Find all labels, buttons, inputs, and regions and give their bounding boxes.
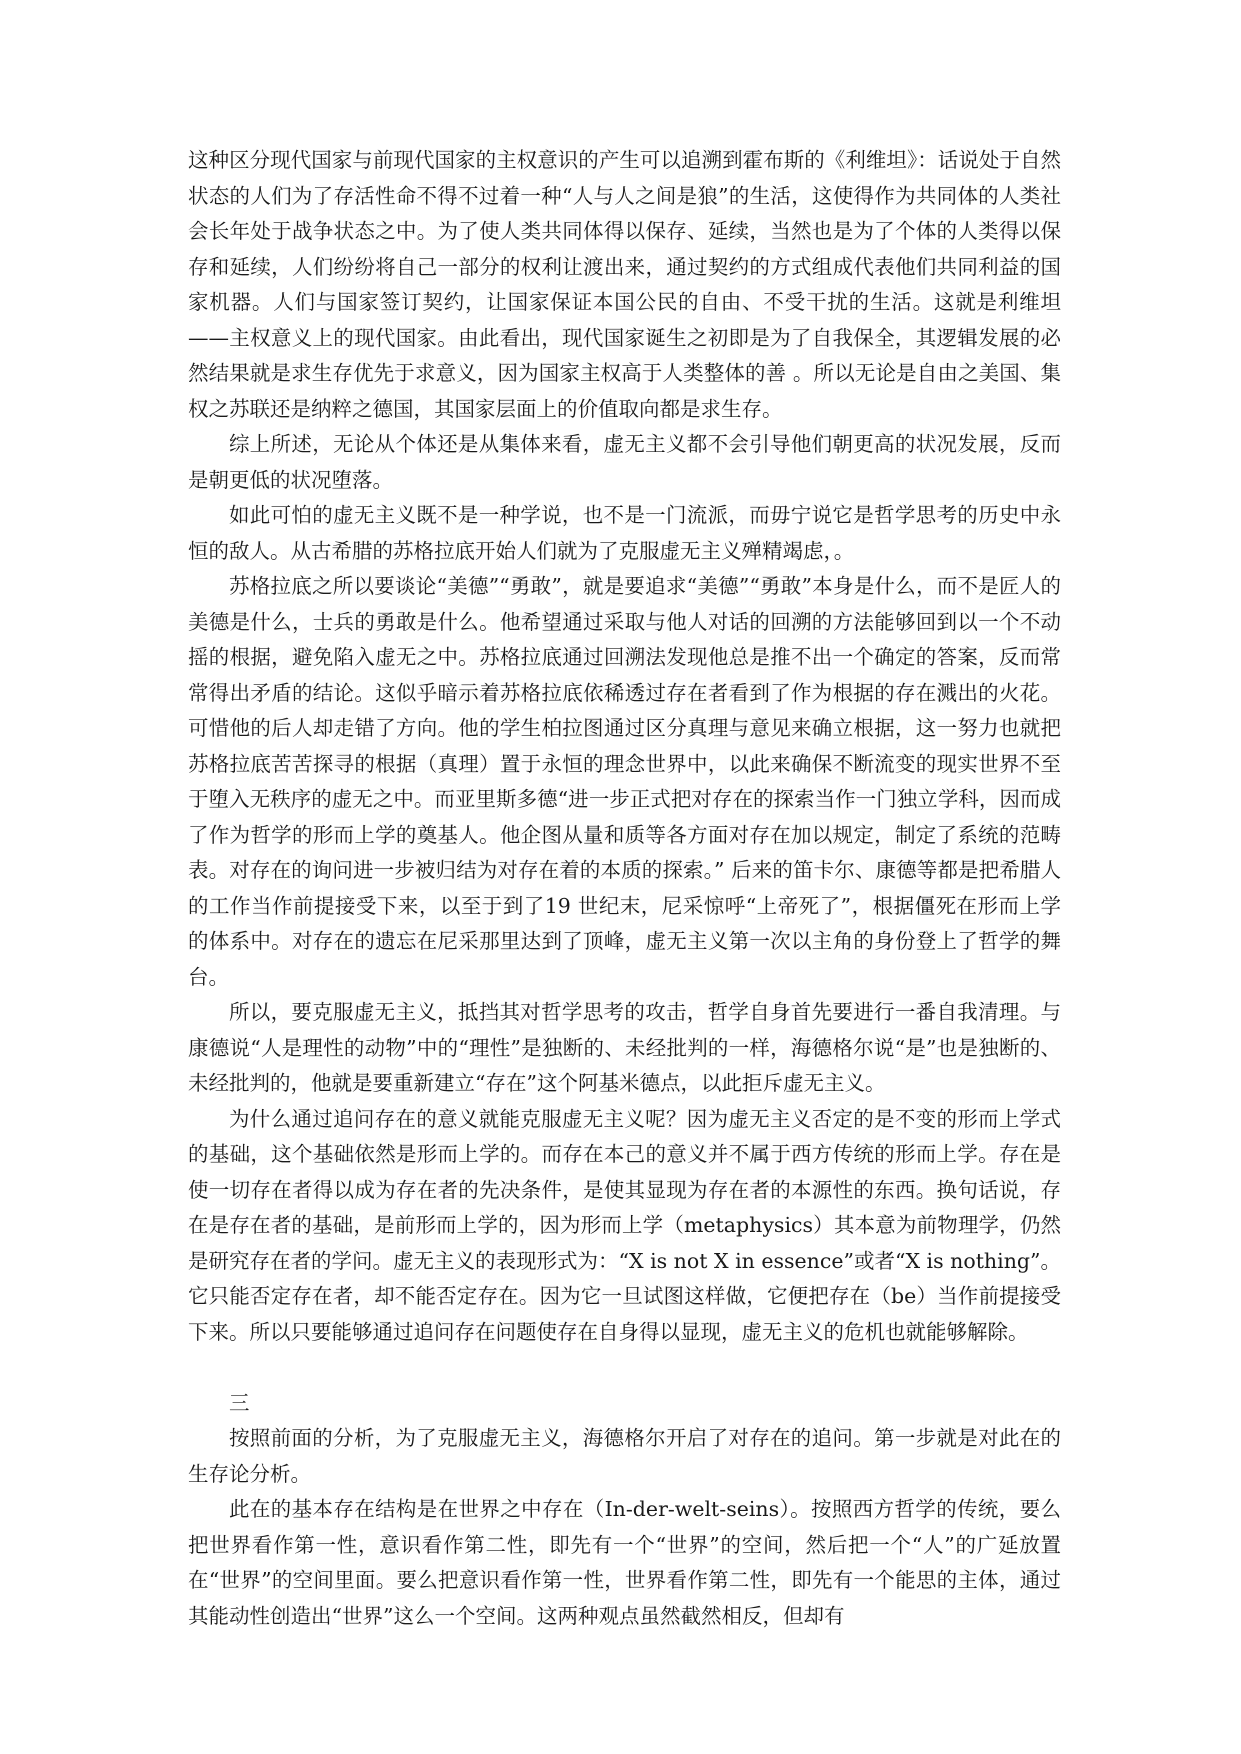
blank-line	[188, 1350, 1061, 1386]
paragraph-nihilism-enemy: 如此可怕的虚无主义既不是一种学说，也不是一门流派，而毋宁说它是哲学思考的历史中永恒的敌人。从古希腊的苏格拉底开始人们就为了克服虚无主义殚精竭虑，。	[188, 503, 1061, 563]
section-heading: 三	[229, 1390, 250, 1415]
paragraph-leviathan: 这种区分现代国家与前现代国家的主权意识的产生可以追溯到霍布斯的《利维坦》：话说处于自然状态的人们为了存活性命不得不过着一种“人与人之间是狼”的生活，这使得作为共同体的人类社会长年处于战争状态之中。为了使人类共同体得以保存、延续，当然也是为了个体的人类得以保存和延续，人们纷纷将自己一部分的权利让渡出来，通过契约的方式组成代表他们共同利益的国家机器。人们与国家签订契约，让国家保证本国公民的自由、不受干扰的生活。这就是利维坦——主权意义上的现代国家。由此看出，现代国家诞生之初即是为了自我保全，其逻辑发展的必然结果就是求生存优先于求意义，因为国家主权高于人类整体的善 。所以无论是自由之美国、集权之苏联还是纳粹之德国，其国家层面上的价值取向都是求生存。	[188, 148, 1061, 421]
paragraph-dasein-analysis: 按照前面的分析，为了克服虚无主义，海德格尔开启了对存在的追问。第一步就是对此在的生存论分析。	[188, 1426, 1061, 1486]
paragraph-socrates: 苏格拉底之所以要谈论“美德”“勇敢”，就是要追求“美德”“勇敢”本身是什么，而不是匠人的美德是什么，士兵的勇敢是什么。他希望通过采取与他人对话的回溯的方法能够回到以一个不动摇的根据，避免陷入虚无之中。苏格拉底通过回溯法发现他总是推不出一个确定的答案，反而常常得出矛盾的结论。这似乎暗示着苏格拉底依稀透过存在者看到了作为根据的存在溅出的火花。可惜他的后人却走错了方向。他的学生柏拉图通过区分真理与意见来确立根据，这一努力也就把苏格拉底苦苦探寻的根据（真理）置于永恒的理念世界中，以此来确保不断流变的现实世界不至于堕入无秩序的虚无之中。而亚里斯多德“进一步正式把对存在的探索当作一门独立学科，因而成了作为哲学的形而上学的奠基人。他企图从量和质等各方面对存在加以规定，制定了系统的范畴表。对存在的询问进一步被归结为对存在着的本质的探索。” 后来的笛卡尔、康德等都是把希腊人的工作当作前提接受下来，以至于到了19 世纪末，尼采惊呼“上帝死了”，根据僵死在形而上学的体系中。对存在的遗忘在尼采那里达到了顶峰，虚无主义第一次以主角的身份登上了哲学的舞台。	[188, 574, 1061, 989]
paragraph-being-in-the-world: 此在的基本存在结构是在世界之中存在（In-der-welt-seins）。按照西方哲学的传统，要么把世界看作第一性，意识看作第二性，即先有一个“世界”的空间，然后把一个“人”的广延放置在“世界”的空间里面。要么把意识看作第一性，世界看作第二性，即先有一个能思的主体，通过其能动性创造出“世界”这么一个空间。这两种观点虽然截然相反，但却有	[188, 1497, 1061, 1628]
paragraph-question-of-being: 为什么通过追问存在的意义就能克服虚无主义呢？因为虚无主义否定的是不变的形而上学式的基础，这个基础依然是形而上学的。而存在本己的意义并不属于西方传统的形而上学。存在是使一切存在者得以成为存在者的先决条件，是使其显现为存在者的本源性的东西。换句话说，存在是存在者的基础，是前形而上学的，因为形而上学（metaphysics）其本意为前物理学，仍然是研究存在者的学问。虚无主义的表现形式为：“X is not X in essence”或者“X is nothing”。它只能否定存在者，却不能否定存在。因为它一旦试图这样做，它便把存在（be）当作前提接受下来。所以只要能够通过追问存在问题使存在自身得以显现，虚无主义的危机也就能够解除。	[188, 1106, 1062, 1344]
paragraph-overcoming: 所以，要克服虚无主义，抵挡其对哲学思考的攻击，哲学自身首先要进行一番自我清理。与康德说“人是理性的动物”中的“理性”是独断的、未经批判的一样，海德格尔说“是”也是独断的、未经批判的，他就是要重新建立“存在”这个阿基米德点，以此拒斥虚无主义。	[188, 1000, 1061, 1095]
paragraph-summary: 综上所述，无论从个体还是从集体来看，虚无主义都不会引导他们朝更高的状况发展，反而是朝更低的状况堕落。	[188, 432, 1061, 492]
